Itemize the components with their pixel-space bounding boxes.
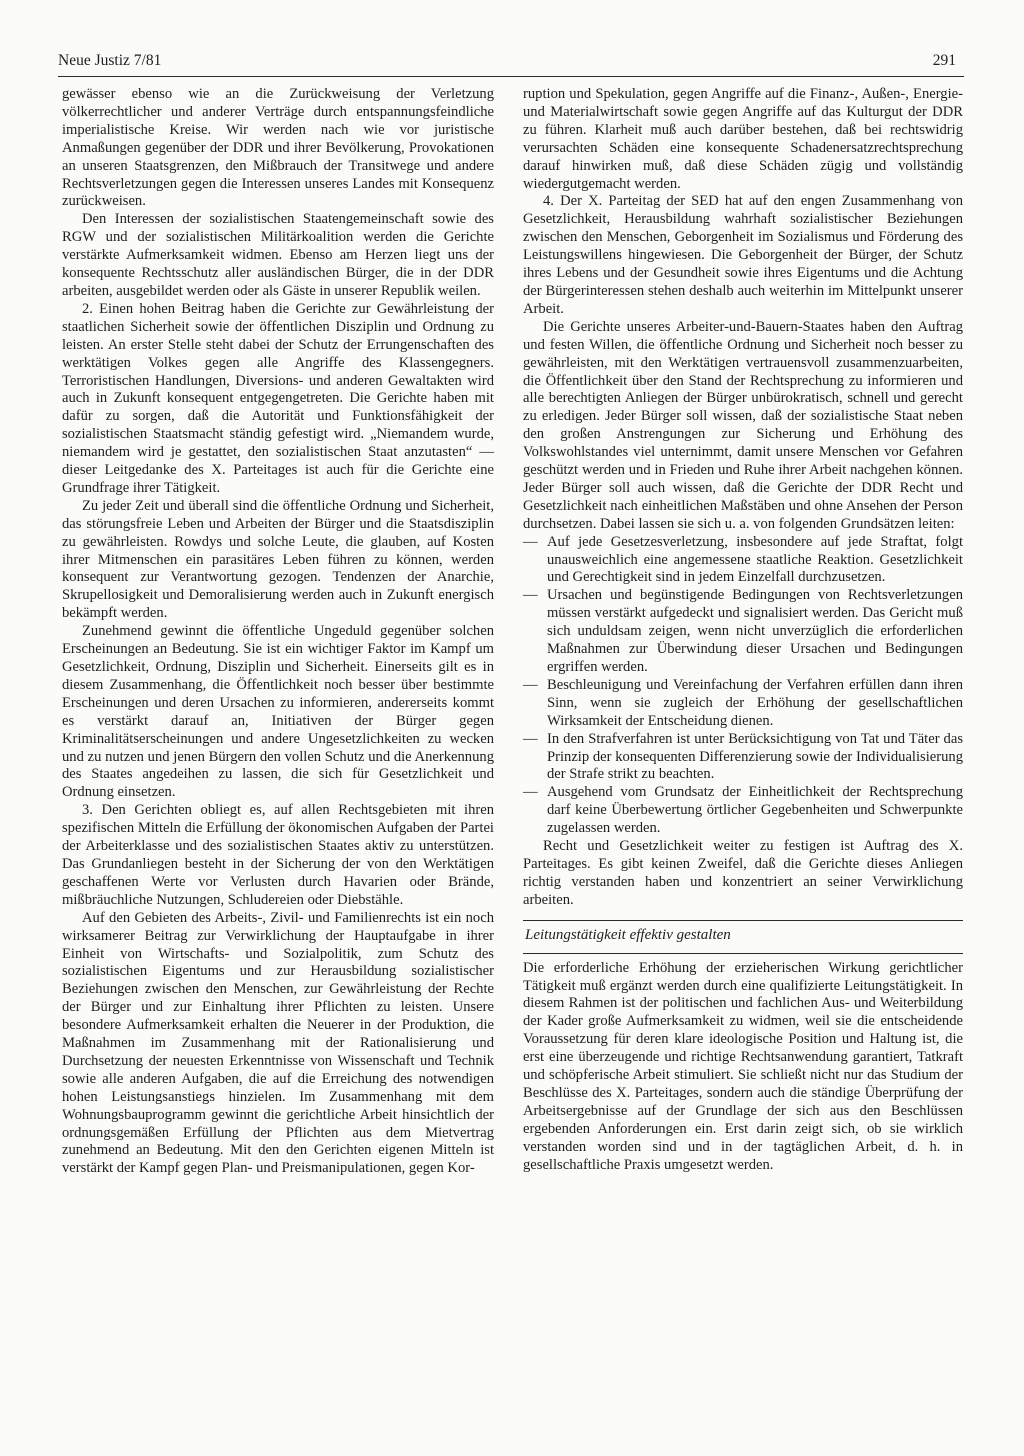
paragraph: 4. Der X. Parteitag der SED hat auf den engen Zusammenhang von Gesetzlichkeit, Herausbildung wahrhaft sozialistischer Beziehungen zwischen den Menschen, Geborgenheit im Sozialismus und Förderung des Leistungswillens hingewiesen. Die Geborgenheit der Bürger, der Schutz ihres Lebens und der Gesundheit sowie ihres Eigentums und die Achtung der Bürgerinteressen stehen deshalb auch weiterhin im Mittelpunkt unserer Arbeit. bbox=[523, 193, 963, 317]
list-item-text: In den Strafverfahren ist unter Berücksichtigung von Tat und Täter das Prinzip der konsequenten Differenzierung sowie der Individualisierung der Strafe strikt zu beachten. bbox=[547, 730, 963, 783]
section-rule bbox=[523, 920, 963, 921]
list-dash: — bbox=[523, 784, 538, 801]
list-item bbox=[523, 534, 963, 588]
list-item-text: Ursachen und begünstigende Bedingungen von Rechtsverletzungen müssen verstärkt aufgedeckt und signalisiert werden. Das Gericht muß sich unduldsam zeigen, wenn nicht unverzüglich die erforderlichen Maßnahmen zur Überwindung dieser Ursachen und Bedingungen ergriffen werden. bbox=[547, 587, 963, 675]
paragraph: Auf den Gebieten des Arbeits-, Zivil- und Familienrechts ist ein noch wirksamerer Beitrag zur Verwirklichung der Hauptaufgabe in ihrer Einheit von Wirtschafts- und Sozialpolitik, zum Schutz des sozialistischen Eigentums und zur Herausbildung sozialistischer Beziehungen zwischen den Menschen, zur Gewährleistung der Rechte der Bürger und zur Einhaltung ihrer Pflichten zu leisten. Unsere besondere Aufmerksamkeit erhalten die Neuerer in der Produktion, die Maßnahmen im Zusammenhang mit der Rationalisierung und Durchsetzung der neuesten Erkenntnisse von Wissenschaft und Technik sowie alle anderen Aufgaben, die auf die Erreichung des notwendigen hohen Leistungsanstiegs hinzielen. Im Zusammenhang mit dem Wohnungsbauprogramm gewinnt die gerichtliche Arbeit hinsichtlich der ordnungsgemäßen Erfüllung der Pflichten aus dem Mietvertrag zunehmend an Bedeutung. Mit den den Gerichten eigenen Mitteln ist verstärkt der Kampf gegen Plan- und Preismanipulationen, gegen Kor- bbox=[62, 909, 494, 1177]
left-column bbox=[62, 86, 494, 1178]
list-item bbox=[523, 587, 963, 677]
paragraph: Zunehmend gewinnt die öffentliche Ungeduld gegenüber solchen Erscheinungen an Bedeutung. Sie ist ein wichtiger Faktor im Kampf um Gesetzlichkeit, Ordnung, Disziplin und Sicherheit. Einerseits gilt es in diesem Zusammenhang, die Öffentlichkeit noch besser über bestimmte Erscheinungen und deren Ursachen zu informieren, andererseits kommt es verstärkt darauf an, Initiativen der Bürger gegen Kriminalitätserscheinungen und andere Ungesetzlichkeiten zu wecken und zu nutzen und jenen Bürgern den vollen Schutz und die Anerkennung des Staates angedeihen zu lassen, die sich für Gesetzlichkeit und Ordnung einsetzen. bbox=[62, 623, 494, 801]
paragraph: gewässer ebenso wie an die Zurückweisung der Verletzung völkerrechtlicher und anderer Verträge durch entspannungsfeindliche imperialistische Kreise. Wir werden nach wie vor juristische Anmaßungen gegenüber der DDR und ihrer Bevölkerung, Provokationen an unseren Staatsgrenzen, den Mißbrauch der Transitwege und andere Rechtsverletzungen gegen die Interessen unseres Landes mit Konsequenz zurückweisen. bbox=[62, 86, 494, 210]
journal-title: Neue Justiz 7/81 bbox=[58, 52, 162, 69]
list-dash: — bbox=[523, 730, 538, 747]
paragraph: 2. Einen hohen Beitrag haben die Gerichte zur Gewährleistung der staatlichen Sicherheit sowie der öffentlichen Disziplin und Ordnung zu leisten. An erster Stelle steht dabei der Schutz der Errungenschaften des werktätigen Volkes gegen alle Angriffe des Klassengegners. Terroristischen Handlungen, Diversions- und anderen Gewaltakten wird auch in Zukunft konsequent entgegengetreten. Die Gerichte haben mit dafür zu sorgen, daß die Autorität und Funktionsfähigkeit der sozialistischen Staatsmacht ständig gefestigt wird. „Niemandem wurde, niemandem wird je gestattet, den sozialistischen Staat anzutasten“ — dieser Leitgedanke des X. Parteitages ist auch für die Gerichte eine Grundfrage ihrer Tätigkeit. bbox=[62, 300, 494, 496]
paragraph: Zu jeder Zeit und überall sind die öffentliche Ordnung und Sicherheit, das störungsfreie Leben und Arbeiten der Bürger und die Staatsdisziplin zu gewährleisten. Rowdys und solche Leute, die glauben, auf Kosten ihrer Mitmenschen ein parasitäres Leben führen zu können, werden konsequent zur Verantwortung gezogen. Tendenzen der Anarchie, Skrupellosigkeit und Demoralisierung werden auch in Zukunft energisch bekämpft werden. bbox=[62, 497, 494, 622]
list-item bbox=[523, 784, 963, 838]
list-dash: — bbox=[523, 676, 538, 693]
section-paragraph: Die erforderliche Erhöhung der erzieherischen Wirkung gerichtlicher Tätigkeit muß ergänzt werden durch eine qualifizierte Leitungstätigkeit. In diesem Rahmen ist der politischen und fachlichen Aus- und Weiterbildung der Kader große Aufmerksamkeit zu widmen, weil sie die entscheidende Voraussetzung für deren klare ideologische Position und Haltung ist, die erst eine überzeugende und richtige Rechtsanwendung garantiert, Tatkraft und schöpferische Arbeit stimuliert. Sie schließt nicht nur das Studium der Beschlüsse des X. Parteitages, sondern auch die ständige Überprüfung der Arbeitsergebnisse auf der Grundlage der sich aus den Beschlüssen ergebenden Anforderungen ein. Erst darin zeigt sich, ob sie wirklich verstanden worden sind und in der tagtäglichen Arbeit, d. h. in gesellschaftliche Praxis umgesetzt werden. bbox=[523, 959, 963, 1173]
list-item-text: Beschleunigung und Vereinfachung der Verfahren erfüllen dann ihren Sinn, wenn sie zugleich der Erhöhung der gesellschaftlichen Wirksamkeit der Entscheidung dienen. bbox=[547, 676, 963, 729]
paragraph: Die Gerichte unseres Arbeiter-und-Bauern-Staates haben den Auftrag und festen Willen, die öffentliche Ordnung und Sicherheit noch besser zu gewährleisten, mit den Werktätigen vertrauensvoll zusammenzuarbeiten, die Öffentlichkeit über den Stand der Rechtsprechung zu informieren und alle berechtigten Anliegen der Bürger unbürokratisch, schnell und gerecht zu erledigen. Jeder Bürger soll wissen, daß der sozialistische Staat neben den großen Anstrengungen zur Sicherung und Erhöhung des Volkswohlstandes viel unternimmt, damit unsere Menschen vor Gefahren geschützt werden und in Frieden und Ruhe ihrer Arbeit nachgehen können. Jeder Bürger soll auch wissen, daß die Gerichte der DDR Recht und Gesetzlichkeit nach einheitlichen Maßstäben und ohne Ansehen der Person durchsetzen. Dabei lassen sie sich u. a. von folgenden Grundsätzen leiten: bbox=[523, 318, 963, 532]
paragraph: 3. Den Gerichten obliegt es, auf allen Rechtsgebieten mit ihren spezifischen Mitteln die Erfüllung der ökonomischen Aufgaben der Partei der Arbeiterklasse und des sozialistischen Staates aktiv zu unterstützen. Das Grundanliegen besteht in der Sicherung der von den Werktätigen geschaffenen Werte vor Verlusten durch Havarien oder Brände, mißbräuchliche Nutzungen, Schludereien oder Diebstähle. bbox=[62, 802, 494, 908]
page-number: 291 bbox=[932, 52, 956, 69]
list-dash: — bbox=[523, 533, 538, 550]
header-rule bbox=[58, 76, 964, 77]
list-item bbox=[523, 677, 963, 731]
closing-paragraph: Recht und Gesetzlichkeit weiter zu festigen ist Auftrag des X. Parteitages. Es gibt keinen Zweifel, daß die Gerichte dieses Anliegen richtig verstanden haben und konzentriert an seiner Verwirklichung arbeiten. bbox=[523, 838, 963, 908]
section-underline bbox=[523, 953, 963, 954]
page-header bbox=[58, 50, 964, 72]
list-item bbox=[523, 731, 963, 785]
section-heading: Leitungstätigkeit effektiv gestalten bbox=[525, 926, 731, 943]
list-item-text: Auf jede Gesetzesverletzung, insbesondere auf jede Straftat, folgt unausweichlich eine angemessene staatliche Reaktion. Gesetzlichkeit und Gerechtigkeit sind in jedem Einzelfall durchzusetzen. bbox=[547, 533, 963, 586]
list-dash: — bbox=[523, 587, 538, 604]
right-column bbox=[523, 86, 963, 1174]
list-item-text: Ausgehend vom Grundsatz der Einheitlichkeit der Rechtsprechung darf keine Überbewertung örtlicher Gegebenheiten und Schwerpunkte zugelassen werden. bbox=[547, 784, 963, 837]
paragraph: ruption und Spekulation, gegen Angriffe auf die Finanz-, Außen-, Energie- und Materialwirtschaft sowie gegen Angriffe auf das Kulturgut der DDR zu führen. Klarheit muß auch darüber bestehen, daß bei rechtswidrig verursachten Schäden eine konsequente Schadenersatzrechtsprechung darauf hinwirken muß, daß diese Schäden zügig und vollständig wiedergutgemacht werden. bbox=[523, 86, 963, 192]
paragraph: Den Interessen der sozialistischen Staatengemeinschaft sowie des RGW und der sozialistischen Militärkoalition werden die Gerichte verstärkte Aufmerksamkeit widmen. Ebenso am Herzen liegt uns der konsequente Rechtsschutz aller ausländischen Bürger, die in der DDR arbeiten, ausgebildet werden oder als Gäste in unserer Republik weilen. bbox=[62, 211, 494, 299]
